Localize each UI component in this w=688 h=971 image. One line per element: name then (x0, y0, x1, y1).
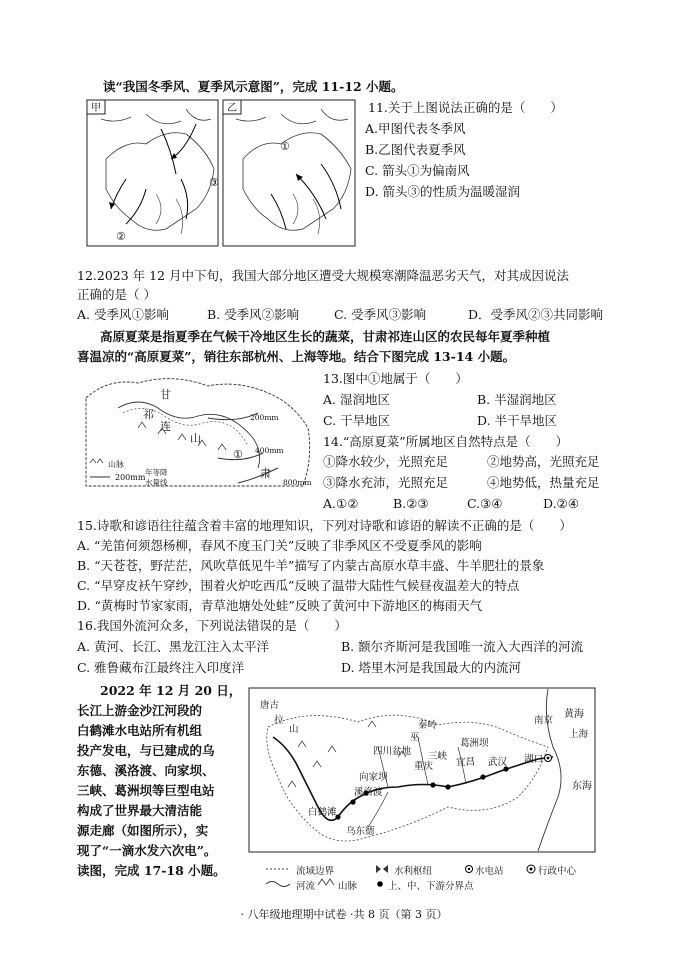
q14-statement-1: ①降水较少，光照充足 (323, 454, 449, 469)
q16-option-d: D. 塔里木河是我国最大的内流河 (341, 660, 522, 675)
intro-17-18-l9: 现了“一滴水发六次电”。 (77, 843, 217, 858)
map2-label-qi: 祁 (143, 408, 154, 421)
map3-label-tanggu: 唐古 (260, 700, 280, 711)
q16-option-b: B. 额尔齐斯河是我国唯一流入大西洋的河流 (341, 639, 584, 654)
q12-option-b: B. 受季风②影响 (207, 307, 300, 322)
intro-17-18-l3: 白鹤滩水电站所有机组 (77, 723, 203, 738)
q15-stem: 15.诗歌和谚语往往蕴含着丰富的地理知识，下列对诗歌和谚语的解读不正确的是（ ） (77, 518, 572, 533)
map2-label-su: 肃 (260, 467, 271, 480)
q15-option-d: D. “黄梅时节家家雨，青草池塘处处蛙”反映了黄河中下游地区的梅雨天气 (77, 598, 483, 613)
map3-legend-admin: 行政中心 (538, 866, 577, 877)
map1-label-yi: 乙 (227, 103, 237, 114)
map3-label-qinling: 秦岭 (418, 720, 438, 731)
map3-label-la: 拉 (274, 715, 284, 726)
map2-legend-mountain: 山脉 (108, 460, 124, 469)
intro-17-18-l4: 投产发电，与已建成的乌 (77, 743, 215, 758)
map2-iso-400: 400mm (255, 446, 284, 455)
q11-stem: 11.关于上图说法正确的是（ ） (368, 100, 563, 115)
q12-option-a: A. 受季风①影响 (77, 307, 169, 322)
intro-17-18-l5: 东德、溪洛渡、向家坝、 (77, 763, 215, 778)
q12-stem-line2: 正确的是（ ） (77, 287, 156, 302)
map1-label-jia: 甲 (91, 103, 101, 114)
map2-label-gan: 甘 (160, 388, 171, 401)
map3-label-shan: 山 (289, 724, 299, 735)
q14-statement-3: ③降水充沛，光照充足 (323, 475, 449, 490)
intro-13-14-line1: 高原夏菜是指夏季在气候干冷地区生长的蔬菜，甘肃祁连山区的农民每年夏季种植 (100, 329, 551, 344)
q12-option-d: D．受季风②③共同影响 (468, 307, 604, 322)
map3-label-shanghai: 上海 (569, 729, 589, 740)
intro-17-18-l10: 读图，完成 17-18 小题。 (77, 863, 226, 878)
q13-stem: 13.图中①地属于（ ） (323, 371, 468, 386)
map3-legend-mountain: 山脉 (338, 881, 358, 892)
map1-arrow-2: ② (116, 230, 126, 243)
map2-label-lian: 连 (160, 420, 171, 433)
q16-option-a: A. 黄河、长江、黑龙江注入太平洋 (77, 639, 269, 654)
q13-option-b: B. 半湿润地区 (477, 392, 557, 407)
map2-point-1: ① (233, 448, 243, 461)
map3-label-gezhouba: 葛洲坝 (460, 738, 489, 749)
page-footer: · 八年级地理期中试卷 ·共 8 页（第 3 页） (240, 908, 448, 921)
q14-option-d: D.②④ (543, 496, 579, 511)
map3-label-wuhan: 武汉 (488, 757, 508, 768)
map1-arrow-3: ③ (209, 176, 219, 189)
map3-label-sanxia: 三峡 (428, 751, 448, 762)
q14-statement-2: ②地势高，光照充足 (487, 454, 600, 469)
intro-17-18-l2: 长江上游金沙江河段的 (77, 703, 203, 718)
map2-legend-iso-desc1: 年等降 (145, 468, 168, 477)
q16-option-c: C. 雅鲁藏布江最终注入印度洋 (77, 660, 245, 675)
intro-17-18-l8: 源走廊（如图所示），实 (77, 823, 209, 838)
q13-option-c: C. 干旱地区 (323, 413, 391, 428)
q14-stem: 14.“高原夏菜”所属地区自然特点是（ ） (323, 434, 569, 449)
map2-iso-200: 200mm (250, 413, 279, 422)
q11-option-d: D. 箭头③的性质为温暖湿润 (365, 184, 521, 199)
q14-option-b: B.②③ (393, 496, 429, 511)
q13-option-d: D. 半干旱地区 (477, 413, 558, 428)
map2-iso-800: 800mm (283, 478, 312, 487)
q15-option-a: A. “羌笛何须怨杨柳，春风不度玉门关”反映了非季风区不受夏季风的影响 (77, 538, 482, 553)
q14-option-a: A.①② (323, 496, 359, 511)
map3-legend-division: 上、中、下游分界点 (388, 881, 474, 892)
q13-option-a: A. 湿润地区 (323, 392, 390, 407)
map3-label-wudongde: 乌东德 (346, 826, 375, 837)
intro-17-18-l1: 2022 年 12 月 20 日， (100, 683, 242, 698)
intro-11-12: 读“我国冬季风、夏季风示意图”，完成 11-12 小题。 (103, 79, 404, 94)
map3-label-xiluodu: 溪洛渡 (354, 787, 383, 798)
q11-option-b: B.乙图代表夏季风 (365, 142, 466, 157)
q11-option-c: C. 箭头①为偏南风 (365, 163, 470, 178)
map3-label-wu: 巫 (410, 732, 420, 743)
map3-label-yichang: 宜昌 (456, 757, 476, 768)
intro-13-14-line2: 喜温凉的“高原夏菜”，销往东部杭州、上海等地。结合下图完成 13-14 小题。 (77, 349, 516, 364)
q15-option-c: C. “早穿皮袄午穿纱，围着火炉吃西瓜”反映了温带大陆性气候昼夜温差大的特点 (77, 578, 520, 593)
map3-label-sichuan: 四川盆地 (373, 746, 412, 757)
map3-legend-station: 水电站 (475, 866, 504, 877)
map3-legend-river: 河流 (296, 881, 316, 892)
map3-label-baihetan: 白鹤滩 (308, 807, 337, 818)
map3-label-huanghai: 黄海 (564, 709, 584, 720)
map3-label-donghai: 东海 (572, 781, 592, 792)
map2-legend-iso-desc2: 水量线 (145, 478, 168, 487)
map3-legend-dam: 水利枢纽 (394, 866, 433, 877)
map1-arrow-1: ① (280, 140, 290, 153)
monsoon-map (86, 99, 366, 247)
map2-label-shan: 山 (190, 432, 201, 445)
map2-legend-iso: 200mm (115, 473, 146, 482)
map3-legend-boundary: 流域边界 (296, 866, 335, 877)
map3-label-chongqing: 重庆 (414, 761, 434, 772)
q12-option-c: C. 受季风③影响 (334, 307, 427, 322)
map3-label-hukou: 湖口 (524, 754, 544, 765)
q12-stem-line1: 12.2023 年 12 月中下旬，我国大部分地区遭受大规模寒潮降温恶劣天气，对其成因说法 (77, 268, 570, 283)
map3-label-xiangjiaba: 向家坝 (359, 772, 388, 783)
q11-option-a: A.甲图代表冬季风 (365, 121, 466, 136)
q14-option-c: C.③④ (467, 496, 503, 511)
q14-statement-4: ④地势低，热量充足 (487, 475, 600, 490)
q16-stem: 16.我国外流河众多，下列说法错误的是（ ） (77, 618, 347, 633)
intro-17-18-l7: 构成了世界最大清洁能 (77, 803, 203, 818)
intro-17-18-l6: 三峡、葛洲坝等巨型电站 (77, 783, 215, 798)
q15-option-b: B. “天苍苍，野茫茫，风吹草低见牛羊”描写了内蒙古高原水草丰盛、牛羊肥壮的景象 (77, 558, 545, 573)
map3-label-nanjing: 南京 (534, 715, 554, 726)
